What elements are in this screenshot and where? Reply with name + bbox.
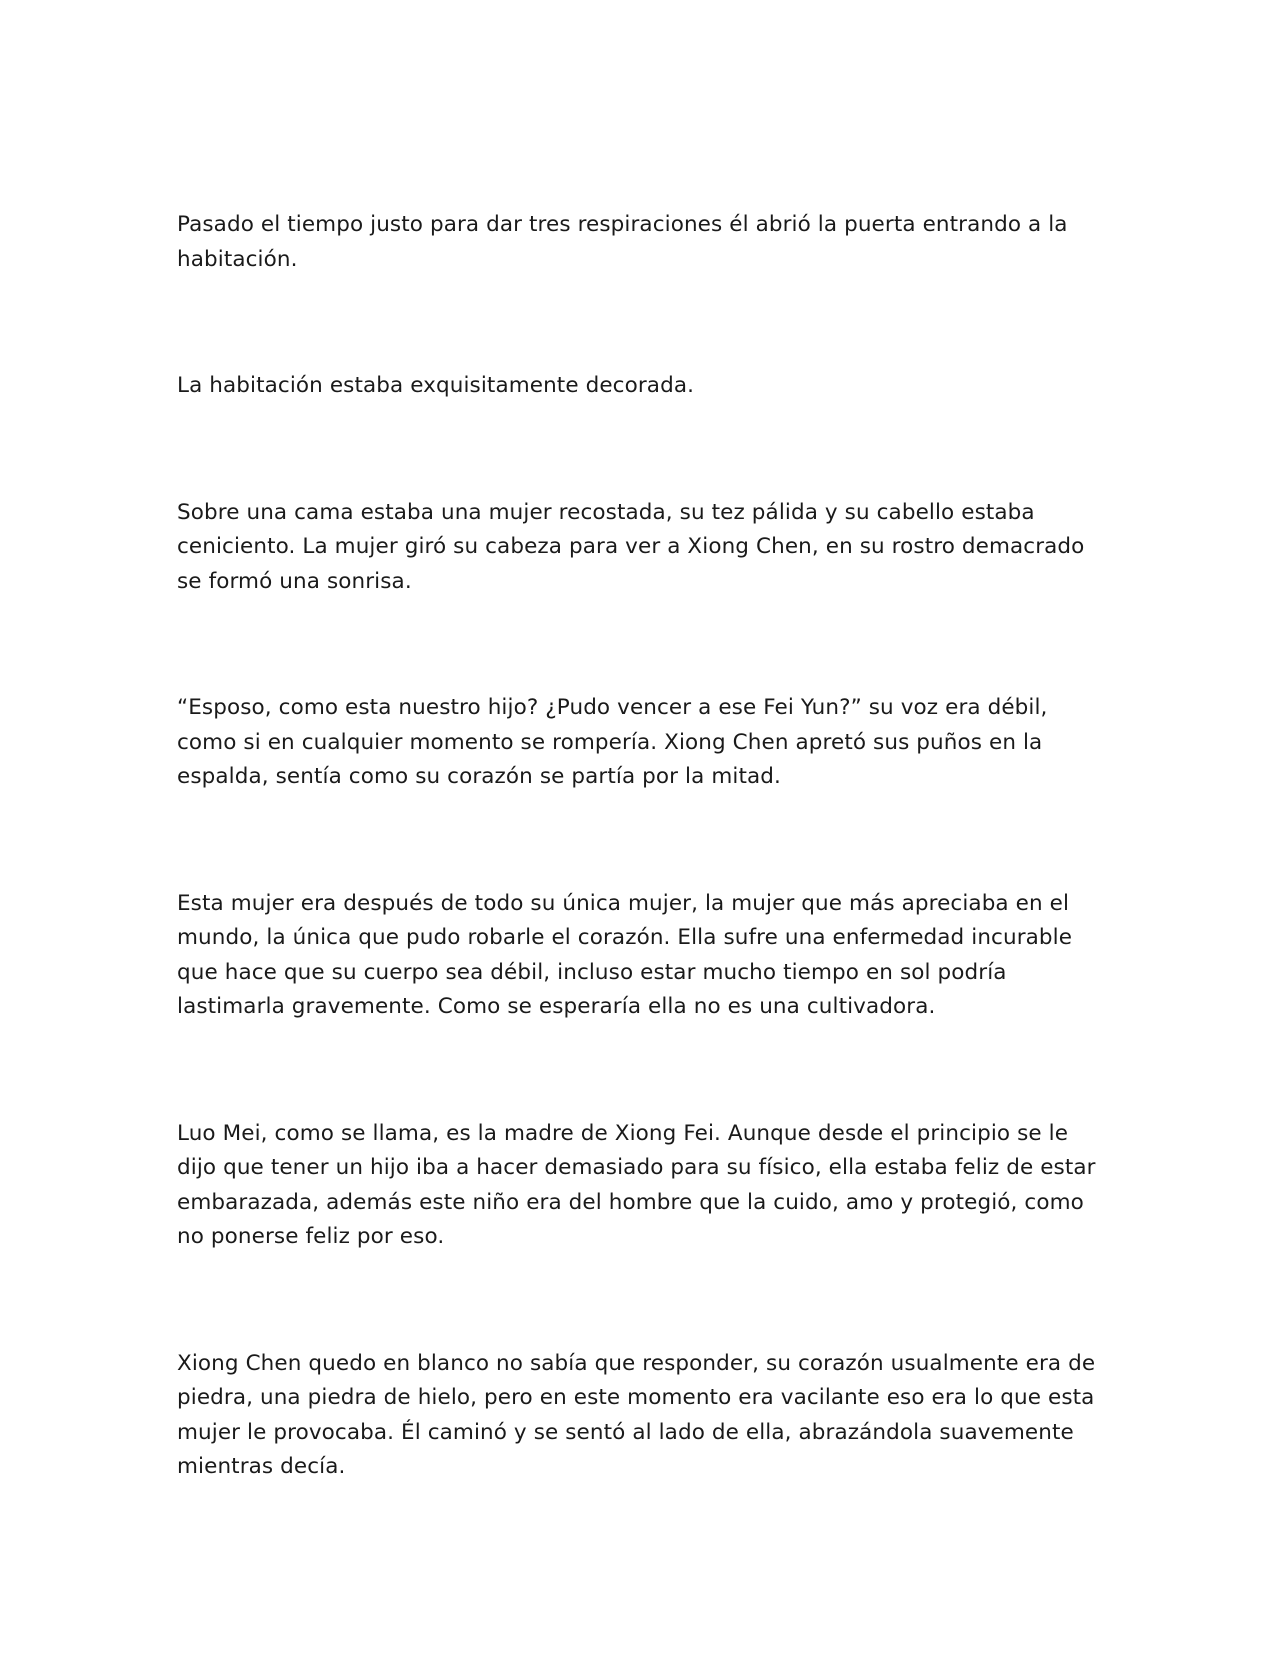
text-body <box>177 208 1107 1485</box>
paragraph-6: Luo Mei, como se llama, es la madre de Xiong Fei. Aunque desde el principio se le dijo que tener un hijo iba a hacer demasiado para su físico, ella estaba feliz de estar embarazada, además este niño era del hombre que la cuido, amo y protegió, como no ponerse feliz por eso. <box>177 1120 1096 1249</box>
paragraph-7: Xiong Chen quedo en blanco no sabía que responder, su corazón usualmente era de piedra, una piedra de hielo, pero en este momento era vacilante eso era lo que esta mujer le provocaba. Él caminó y se sentó al lado de ella, abrazándola suavemente mientras decía. <box>177 1350 1096 1479</box>
paragraph-5: Esta mujer era después de todo su única mujer, la mujer que más apreciaba en el mundo, la única que pudo robarle el corazón. Ella sufre una enfermedad incurable que hace que su cuerpo sea débil, incluso estar mucho tiempo en sol podría lastimarla gravemente. Como se esperaría ella no es una cultivadora. <box>177 890 1073 1019</box>
paragraph-2: La habitación estaba exquisitamente decorada. <box>177 373 695 398</box>
paragraph-4: “Esposo, como esta nuestro hijo? ¿Pudo vencer a ese Fei Yun?” su voz era débil, como si en cualquier momento se rompería. Xiong Chen apretó sus puños en la espalda, sentía como su corazón se partía por la mitad. <box>177 695 1048 789</box>
paragraph-1: Pasado el tiempo justo para dar tres respiraciones él abrió la puerta entrando a la habitación. <box>177 212 1068 272</box>
paragraph-3: Sobre una cama estaba una mujer recostada, su tez pálida y su cabello estaba ceniciento. La mujer giró su cabeza para ver a Xiong Chen, en su rostro demacrado se formó una sonrisa. <box>177 499 1085 594</box>
